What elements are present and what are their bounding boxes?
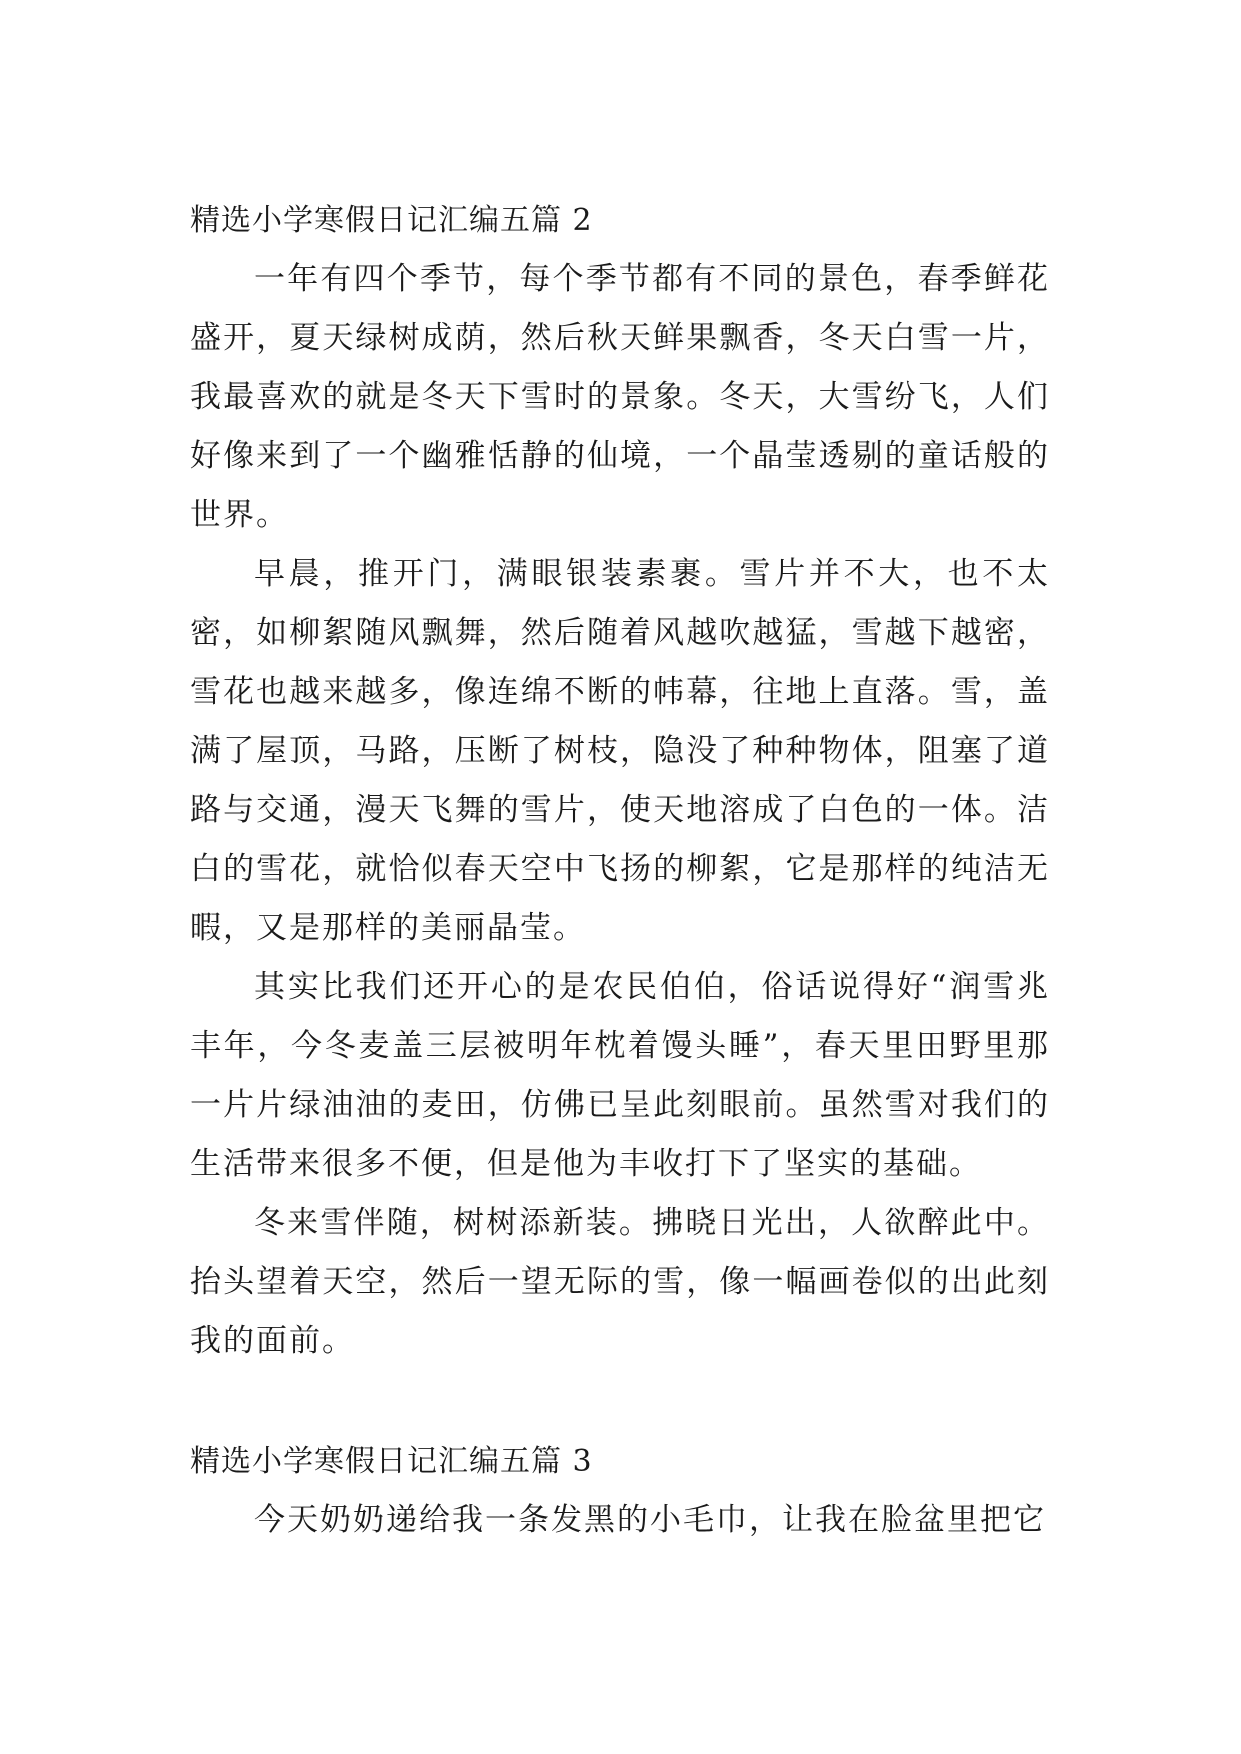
paragraph: 早晨，推开门，满眼银装素裹。雪片并不大，也不太密，如柳絮随风飘舞，然后随着风越吹越猛，雪越下越密，雪花也越来越多，像连绵不断的帏幕，往地上直落。雪，盖满了屋顶，马路，压断了树枝，隐没了种种物体，阻塞了道路与交通，漫天飞舞的雪片，使天地溶成了白色的一体。洁白的雪花，就恰似春天空中飞扬的柳絮，它是那样的纯洁无暇，又是那样的美丽晶莹。 (190, 556, 1050, 946)
paragraph: 一年有四个季节，每个季节都有不同的景色，春季鲜花盛开，夏天绿树成荫，然后秋天鲜果飘香，冬天白雪一片，我最喜欢的就是冬天下雪时的景象。冬天，大雪纷飞，人们好像来到了一个幽雅恬静的仙境，一个晶莹透剔的童话般的世界。 (190, 261, 1050, 533)
section-spacer (190, 1371, 1050, 1433)
paragraph: 冬来雪伴随，树树添新装。拂晓日光出，人欲醉此中。抬头望着天空，然后一望无际的雪，像一幅画卷似的出此刻我的面前。 (190, 1205, 1050, 1359)
document-body (190, 192, 1050, 1550)
section-title: 精选小学寒假日记汇编五篇 2 (190, 203, 593, 238)
paragraph: 今天奶奶递给我一条发黑的小毛巾，让我在脸盆里把它 (254, 1502, 1046, 1538)
paragraph: 其实比我们还开心的是农民伯伯，俗话说得好“润雪兆丰年，今冬麦盖三层被明年枕着馒头睡”，春天里田野里那一片片绿油油的麦田，仿佛已呈此刻眼前。虽然雪对我们的生活带来很多不便，但是他为丰收打下了坚实的基础。 (190, 969, 1050, 1182)
section-title: 精选小学寒假日记汇编五篇 3 (190, 1444, 593, 1479)
